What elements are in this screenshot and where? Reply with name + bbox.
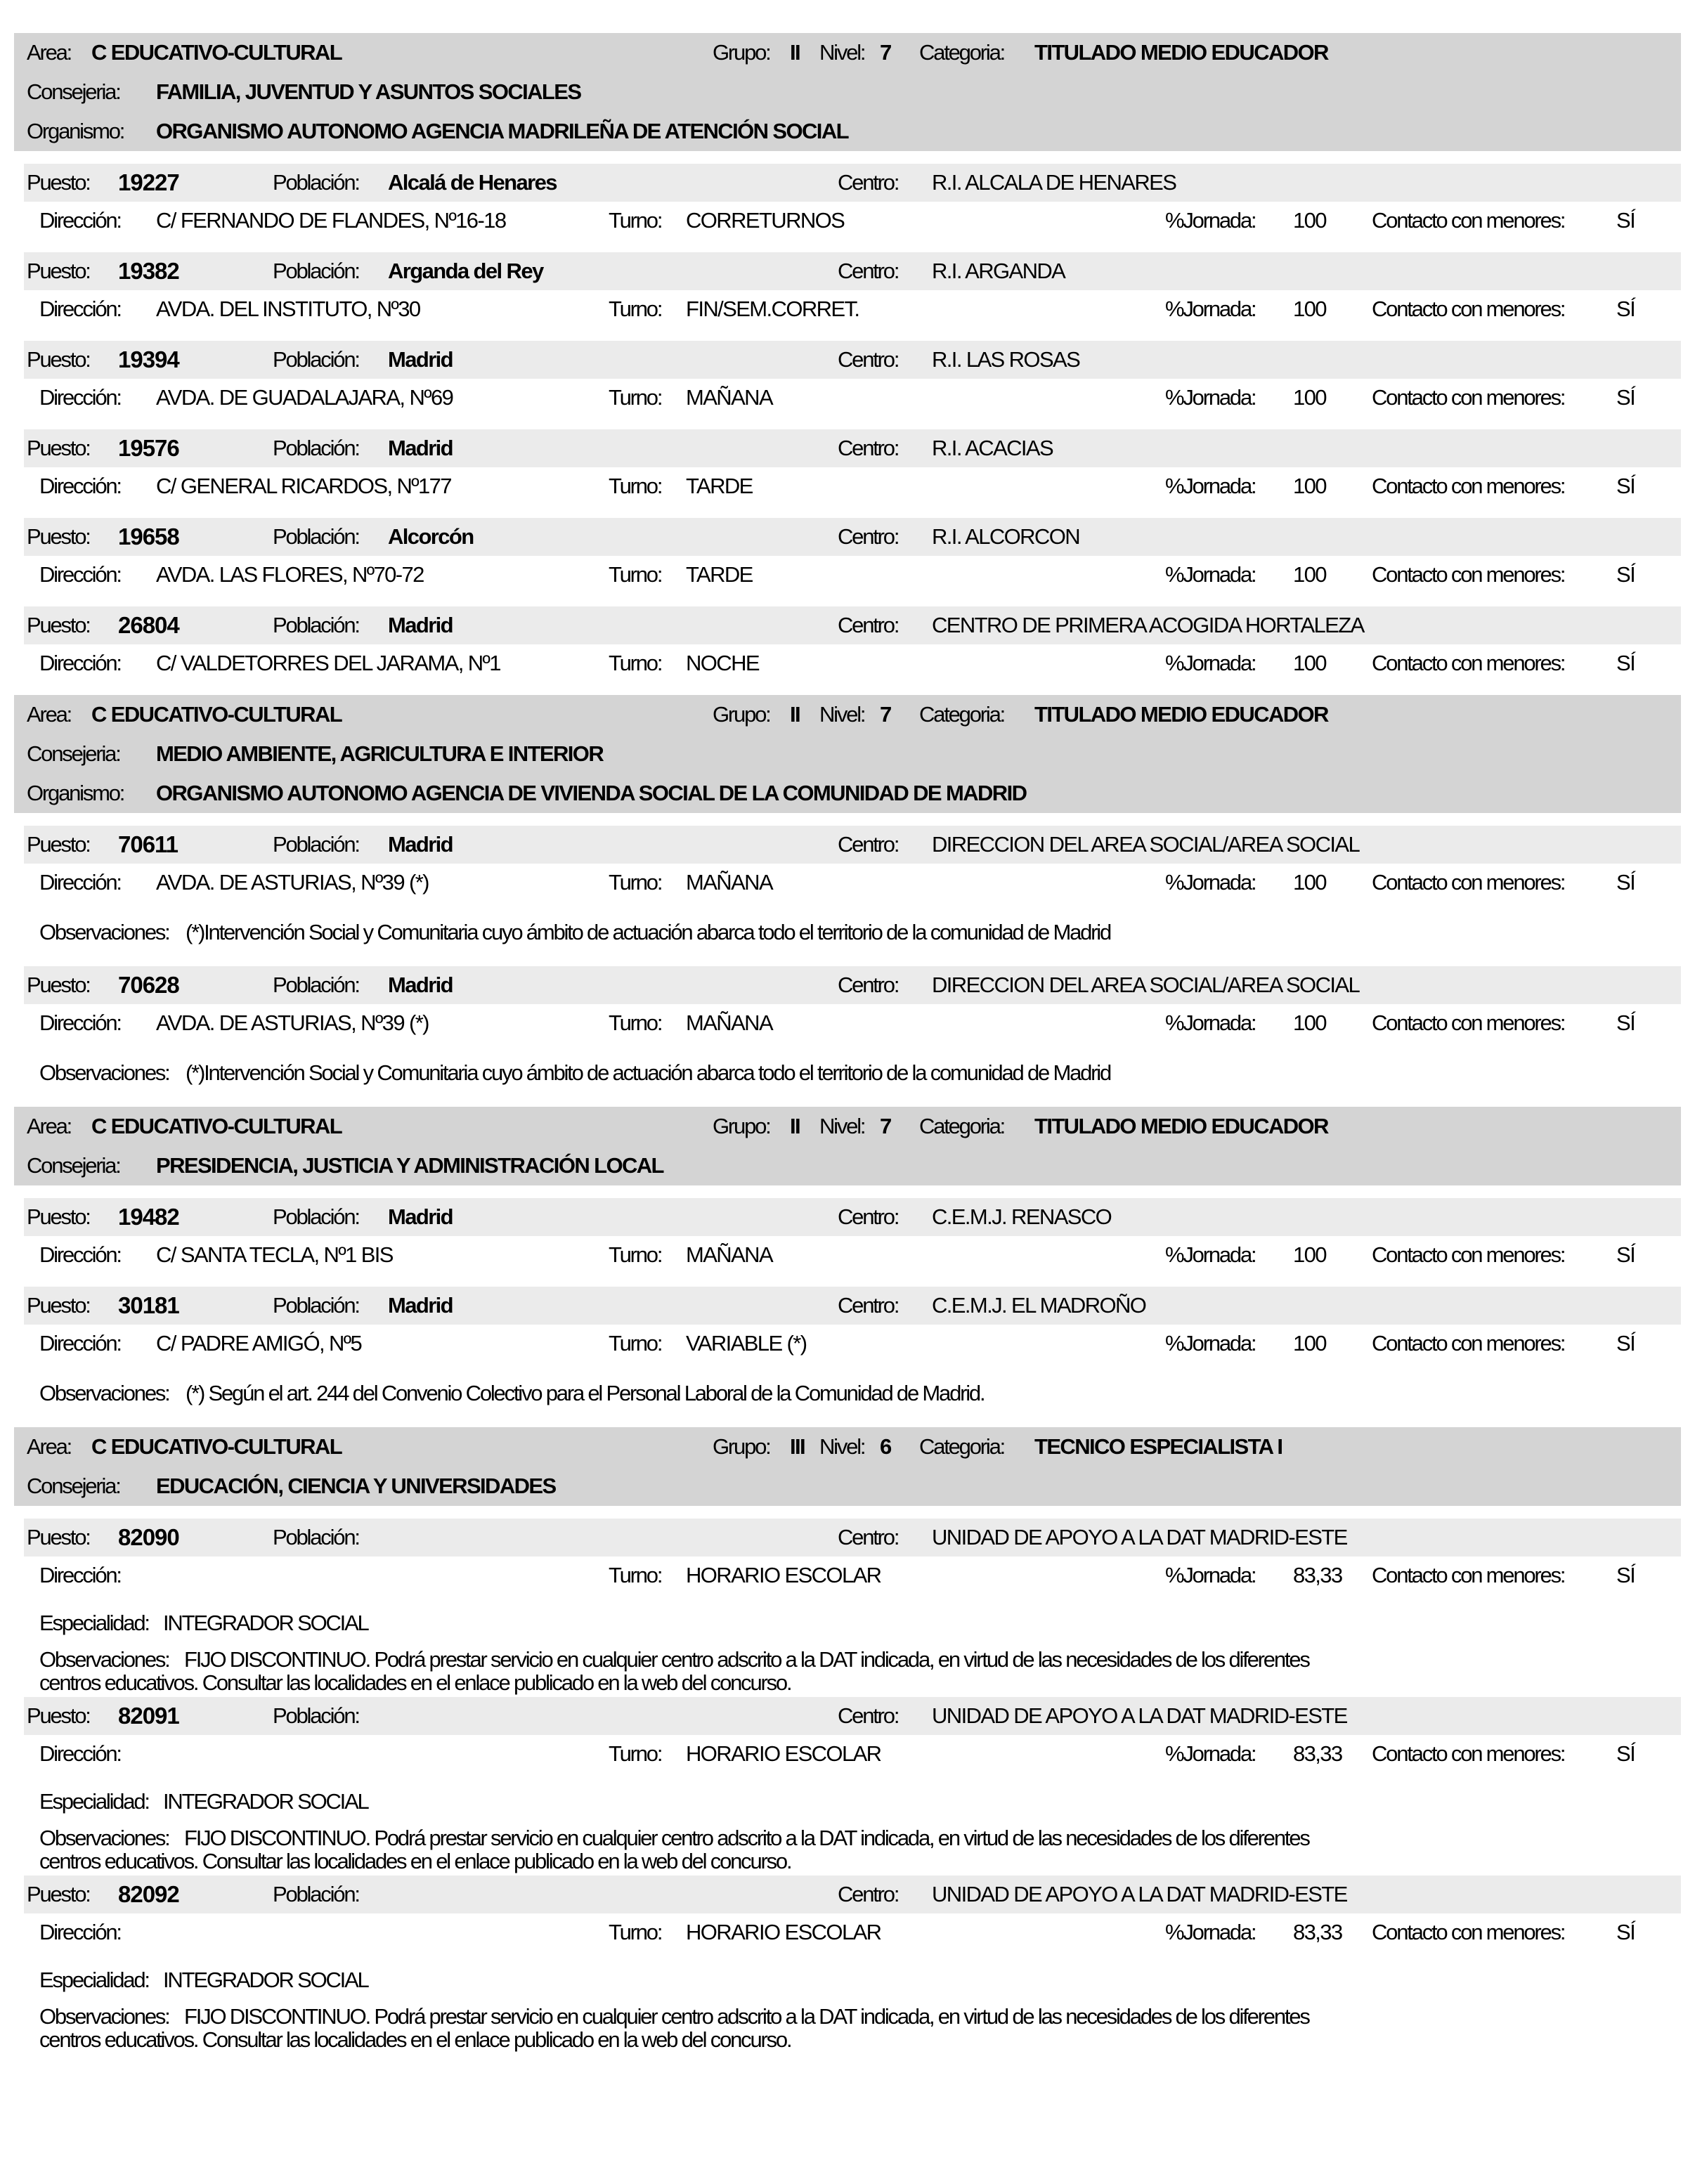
turno-value: MAÑANA <box>686 1242 773 1267</box>
direccion-label: Dirección: <box>39 651 121 675</box>
puesto-label: Puesto: <box>27 347 90 372</box>
nivel-value: 7 <box>880 40 891 65</box>
puesto-label: Puesto: <box>27 1204 90 1229</box>
poblacion-label: Población: <box>273 436 359 460</box>
puesto-number: 82092 <box>118 1881 179 1907</box>
contacto-value: SÍ <box>1616 297 1635 321</box>
puesto-row <box>0 826 1695 864</box>
observaciones-label: Observaciones: <box>39 1826 169 1850</box>
jornada-value: 100 <box>1293 385 1326 410</box>
contacto-label: Contacto con menores: <box>1372 1920 1565 1944</box>
direccion-value: C/ SANTA TECLA, Nº1 BIS <box>156 1242 393 1267</box>
observaciones-line-2: centros educativos. Consultar las localidades en el enlace publicado en la web del concurso. <box>39 2027 791 2052</box>
poblacion-value: Alcalá de Henares <box>388 170 557 195</box>
centro-label: Centro: <box>838 436 899 460</box>
contacto-value: SÍ <box>1616 1331 1635 1356</box>
direccion-label: Dirección: <box>39 870 121 895</box>
puesto-number: 82091 <box>118 1703 179 1729</box>
especialidad-label: Especialidad: <box>39 1968 149 1992</box>
categoria-value: TITULADO MEDIO EDUCADOR <box>1034 40 1328 65</box>
contacto-value: SÍ <box>1616 474 1635 498</box>
puesto-number: 70628 <box>118 972 179 998</box>
jornada-value: 83,33 <box>1293 1563 1342 1587</box>
group-header <box>14 1107 1681 1185</box>
direccion-label: Dirección: <box>39 1242 121 1267</box>
consejeria-label: Consejeria: <box>27 79 120 104</box>
puesto-number: 70611 <box>118 831 178 857</box>
turno-value: FIN/SEM.CORRET. <box>686 297 859 321</box>
observaciones-text: (*)Intervención Social y Comunitaria cuyo ámbito de actuación abarca todo el territorio de la comunidad de Madrid <box>186 1060 1111 1085</box>
observaciones-line-1: FIJO DISCONTINUO. Podrá prestar servicio en cualquier centro adscrito a la DAT indicada, en virtud de las necesidades de los diferentes <box>184 1647 1309 1672</box>
jornada-value: 83,33 <box>1293 1920 1342 1944</box>
centro-value: CENTRO DE PRIMERA ACOGIDA HORTALEZA <box>932 613 1364 637</box>
categoria-label: Categoria: <box>919 1434 1005 1459</box>
direccion-row <box>0 467 1695 505</box>
jornada-label: %Jornada: <box>1165 651 1256 675</box>
consejeria-label: Consejeria: <box>27 741 120 766</box>
grupo-label: Grupo: <box>713 40 770 65</box>
centro-label: Centro: <box>838 1204 899 1229</box>
poblacion-label: Población: <box>273 259 359 283</box>
turno-label: Turno: <box>609 1563 662 1587</box>
centro-value: UNIDAD DE APOYO A LA DAT MADRID-ESTE <box>932 1703 1347 1728</box>
especialidad-value: INTEGRADOR SOCIAL <box>163 1968 368 1992</box>
observaciones-block <box>0 1824 1695 1876</box>
turno-value: HORARIO ESCOLAR <box>686 1920 881 1944</box>
poblacion-label: Población: <box>273 1525 359 1549</box>
contacto-value: SÍ <box>1616 385 1635 410</box>
puesto-label: Puesto: <box>27 1703 90 1728</box>
area-label: Area: <box>27 702 72 727</box>
puesto-label: Puesto: <box>27 1525 90 1549</box>
categoria-value: TITULADO MEDIO EDUCADOR <box>1034 1114 1328 1138</box>
direccion-label: Dirección: <box>39 1563 121 1587</box>
grupo-value: III <box>790 1434 805 1459</box>
direccion-label: Dirección: <box>39 474 121 498</box>
categoria-value: TITULADO MEDIO EDUCADOR <box>1034 702 1328 727</box>
observaciones-line-1: FIJO DISCONTINUO. Podrá prestar servicio en cualquier centro adscrito a la DAT indicada, en virtud de las necesidades de los diferentes <box>184 1826 1309 1850</box>
jornada-label: %Jornada: <box>1165 1010 1256 1035</box>
area-label: Area: <box>27 40 72 65</box>
jornada-label: %Jornada: <box>1165 1242 1256 1267</box>
puesto-number: 19382 <box>118 258 179 284</box>
area-label: Area: <box>27 1434 72 1459</box>
turno-label: Turno: <box>609 208 662 233</box>
puesto-number: 19227 <box>118 169 179 195</box>
puesto-row <box>0 518 1695 556</box>
turno-value: NOCHE <box>686 651 759 675</box>
observaciones-block <box>0 2002 1695 2054</box>
direccion-label: Dirección: <box>39 1331 121 1356</box>
contacto-value: SÍ <box>1616 870 1635 895</box>
direccion-value: AVDA. DEL INSTITUTO, Nº30 <box>156 297 420 321</box>
jornada-value: 100 <box>1293 651 1326 675</box>
turno-value: HORARIO ESCOLAR <box>686 1563 881 1587</box>
poblacion-label: Población: <box>273 170 359 195</box>
jornada-value: 100 <box>1293 297 1326 321</box>
poblacion-value: Madrid <box>388 347 453 372</box>
contacto-value: SÍ <box>1616 1010 1635 1035</box>
organismo-label: Organismo: <box>27 781 124 805</box>
contacto-label: Contacto con menores: <box>1372 385 1565 410</box>
especialidad-line <box>0 1960 1695 2001</box>
especialidad-value: INTEGRADOR SOCIAL <box>163 1611 368 1635</box>
contacto-label: Contacto con menores: <box>1372 562 1565 587</box>
nivel-label: Nivel: <box>819 40 865 65</box>
direccion-row <box>0 379 1695 417</box>
centro-value: R.I. LAS ROSAS <box>932 347 1080 372</box>
poblacion-label: Población: <box>273 1882 359 1906</box>
direccion-value: C/ FERNANDO DE FLANDES, Nº16-18 <box>156 208 506 233</box>
puesto-row <box>0 341 1695 379</box>
contacto-label: Contacto con menores: <box>1372 1331 1565 1356</box>
turno-value: MAÑANA <box>686 385 773 410</box>
nivel-label: Nivel: <box>819 1434 865 1459</box>
especialidad-line <box>0 1781 1695 1822</box>
poblacion-label: Población: <box>273 524 359 549</box>
direccion-label: Dirección: <box>39 385 121 410</box>
puesto-row <box>0 1519 1695 1556</box>
poblacion-value: Arganda del Rey <box>388 259 543 283</box>
contacto-label: Contacto con menores: <box>1372 870 1565 895</box>
poblacion-label: Población: <box>273 347 359 372</box>
puesto-row <box>0 1876 1695 1913</box>
puesto-row <box>0 966 1695 1004</box>
jornada-value: 83,33 <box>1293 1741 1342 1766</box>
observaciones-block <box>0 1645 1695 1697</box>
job-listing-document <box>0 33 1695 2054</box>
poblacion-label: Población: <box>273 613 359 637</box>
puesto-label: Puesto: <box>27 170 90 195</box>
turno-label: Turno: <box>609 474 662 498</box>
puesto-row <box>0 164 1695 202</box>
group-header <box>14 1427 1681 1506</box>
jornada-label: %Jornada: <box>1165 1741 1256 1766</box>
direccion-label: Dirección: <box>39 1741 121 1766</box>
centro-label: Centro: <box>838 1293 899 1318</box>
consejeria-value: MEDIO AMBIENTE, AGRICULTURA E INTERIOR <box>156 741 604 766</box>
turno-label: Turno: <box>609 1010 662 1035</box>
direccion-label: Dirección: <box>39 1920 121 1944</box>
jornada-label: %Jornada: <box>1165 474 1256 498</box>
puesto-row <box>0 606 1695 644</box>
contacto-value: SÍ <box>1616 1242 1635 1267</box>
turno-value: MAÑANA <box>686 870 773 895</box>
nivel-value: 7 <box>880 1114 891 1138</box>
categoria-value: TECNICO ESPECIALISTA I <box>1034 1434 1282 1459</box>
poblacion-label: Población: <box>273 1703 359 1728</box>
centro-value: DIRECCION DEL AREA SOCIAL/AREA SOCIAL <box>932 973 1360 997</box>
poblacion-value: Madrid <box>388 973 453 997</box>
puesto-row <box>0 1287 1695 1325</box>
turno-value: TARDE <box>686 474 753 498</box>
direccion-label: Dirección: <box>39 297 121 321</box>
puesto-number: 19658 <box>118 524 179 550</box>
observaciones-label: Observaciones: <box>39 920 169 944</box>
centro-value: DIRECCION DEL AREA SOCIAL/AREA SOCIAL <box>932 832 1360 857</box>
jornada-label: %Jornada: <box>1165 1920 1256 1944</box>
turno-value: CORRETURNOS <box>686 208 845 233</box>
group-header <box>14 33 1681 151</box>
contacto-label: Contacto con menores: <box>1372 1242 1565 1267</box>
direccion-label: Dirección: <box>39 208 121 233</box>
observaciones-text: (*)Intervención Social y Comunitaria cuyo ámbito de actuación abarca todo el territorio de la comunidad de Madrid <box>186 920 1111 944</box>
centro-label: Centro: <box>838 832 899 857</box>
jornada-label: %Jornada: <box>1165 870 1256 895</box>
direccion-value: AVDA. DE GUADALAJARA, Nº69 <box>156 385 453 410</box>
turno-label: Turno: <box>609 1741 662 1766</box>
poblacion-label: Población: <box>273 973 359 997</box>
contacto-label: Contacto con menores: <box>1372 1563 1565 1587</box>
area-value: C EDUCATIVO-CULTURAL <box>91 702 342 727</box>
contacto-value: SÍ <box>1616 208 1635 233</box>
centro-value: R.I. ALCALA DE HENARES <box>932 170 1176 195</box>
organismo-label: Organismo: <box>27 119 124 143</box>
centro-label: Centro: <box>838 170 899 195</box>
turno-value: MAÑANA <box>686 1010 773 1035</box>
contacto-value: SÍ <box>1616 651 1635 675</box>
contacto-label: Contacto con menores: <box>1372 208 1565 233</box>
contacto-label: Contacto con menores: <box>1372 1741 1565 1766</box>
nivel-label: Nivel: <box>819 1114 865 1138</box>
poblacion-value: Madrid <box>388 436 453 460</box>
centro-value: R.I. ACACIAS <box>932 436 1053 460</box>
puesto-number: 19394 <box>118 346 179 372</box>
puesto-number: 30181 <box>118 1292 179 1318</box>
puesto-label: Puesto: <box>27 259 90 283</box>
poblacion-value: Alcorcón <box>388 524 474 549</box>
grupo-label: Grupo: <box>713 1114 770 1138</box>
direccion-row <box>0 1325 1695 1363</box>
poblacion-label: Población: <box>273 1293 359 1318</box>
observaciones-line <box>0 1052 1695 1094</box>
poblacion-value: Madrid <box>388 832 453 857</box>
jornada-value: 100 <box>1293 1331 1326 1356</box>
especialidad-label: Especialidad: <box>39 1611 149 1635</box>
centro-value: C.E.M.J. EL MADROÑO <box>932 1293 1146 1318</box>
jornada-label: %Jornada: <box>1165 385 1256 410</box>
observaciones-label: Observaciones: <box>39 1647 169 1672</box>
direccion-value: AVDA. DE ASTURIAS, Nº39 (*) <box>156 870 429 895</box>
centro-label: Centro: <box>838 1882 899 1906</box>
centro-value: UNIDAD DE APOYO A LA DAT MADRID-ESTE <box>932 1525 1347 1549</box>
centro-label: Centro: <box>838 347 899 372</box>
poblacion-value: Madrid <box>388 1204 453 1229</box>
grupo-value: II <box>790 1114 800 1138</box>
puesto-label: Puesto: <box>27 613 90 637</box>
direccion-row <box>0 1556 1695 1594</box>
direccion-row <box>0 1913 1695 1951</box>
direccion-row <box>0 1236 1695 1274</box>
jornada-label: %Jornada: <box>1165 297 1256 321</box>
poblacion-value: Madrid <box>388 613 453 637</box>
centro-label: Centro: <box>838 1703 899 1728</box>
puesto-row <box>0 252 1695 290</box>
contacto-value: SÍ <box>1616 1563 1635 1587</box>
grupo-label: Grupo: <box>713 1434 770 1459</box>
puesto-row <box>0 1198 1695 1236</box>
turno-label: Turno: <box>609 385 662 410</box>
centro-label: Centro: <box>838 259 899 283</box>
grupo-value: II <box>790 40 800 65</box>
nivel-label: Nivel: <box>819 702 865 727</box>
puesto-row <box>0 1697 1695 1735</box>
centro-value: R.I. ALCORCON <box>932 524 1080 549</box>
direccion-value: AVDA. LAS FLORES, Nº70-72 <box>156 562 424 587</box>
puesto-label: Puesto: <box>27 832 90 857</box>
centro-label: Centro: <box>838 613 899 637</box>
puesto-label: Puesto: <box>27 436 90 460</box>
contacto-value: SÍ <box>1616 562 1635 587</box>
turno-value: HORARIO ESCOLAR <box>686 1741 881 1766</box>
turno-value: TARDE <box>686 562 753 587</box>
jornada-label: %Jornada: <box>1165 1331 1256 1356</box>
contacto-label: Contacto con menores: <box>1372 297 1565 321</box>
organismo-value: ORGANISMO AUTONOMO AGENCIA DE VIVIENDA SOCIAL DE LA COMUNIDAD DE MADRID <box>156 781 1027 805</box>
jornada-value: 100 <box>1293 1010 1326 1035</box>
consejeria-value: PRESIDENCIA, JUSTICIA Y ADMINISTRACIÓN LOCAL <box>156 1153 663 1178</box>
area-value: C EDUCATIVO-CULTURAL <box>91 40 342 65</box>
jornada-value: 100 <box>1293 562 1326 587</box>
centro-label: Centro: <box>838 973 899 997</box>
direccion-label: Dirección: <box>39 1010 121 1035</box>
centro-label: Centro: <box>838 1525 899 1549</box>
contacto-value: SÍ <box>1616 1741 1635 1766</box>
turno-label: Turno: <box>609 1331 662 1356</box>
puesto-number: 19576 <box>118 435 179 461</box>
area-value: C EDUCATIVO-CULTURAL <box>91 1114 342 1138</box>
consejeria-label: Consejeria: <box>27 1153 120 1178</box>
centro-label: Centro: <box>838 524 899 549</box>
direccion-row <box>0 864 1695 902</box>
jornada-value: 100 <box>1293 1242 1326 1267</box>
direccion-row <box>0 556 1695 594</box>
turno-label: Turno: <box>609 297 662 321</box>
turno-label: Turno: <box>609 1920 662 1944</box>
observaciones-label: Observaciones: <box>39 2004 169 2029</box>
especialidad-line <box>0 1603 1695 1644</box>
direccion-row <box>0 1735 1695 1773</box>
puesto-label: Puesto: <box>27 1293 90 1318</box>
jornada-value: 100 <box>1293 474 1326 498</box>
puesto-row <box>0 429 1695 467</box>
group-header <box>14 695 1681 813</box>
direccion-label: Dirección: <box>39 562 121 587</box>
especialidad-value: INTEGRADOR SOCIAL <box>163 1789 368 1814</box>
categoria-label: Categoria: <box>919 702 1005 727</box>
contacto-label: Contacto con menores: <box>1372 651 1565 675</box>
direccion-value: C/ VALDETORRES DEL JARAMA, Nº1 <box>156 651 500 675</box>
contacto-label: Contacto con menores: <box>1372 474 1565 498</box>
contacto-value: SÍ <box>1616 1920 1635 1944</box>
centro-value: C.E.M.J. RENASCO <box>932 1204 1112 1229</box>
categoria-label: Categoria: <box>919 40 1005 65</box>
direccion-row <box>0 290 1695 328</box>
observaciones-line-1: FIJO DISCONTINUO. Podrá prestar servicio en cualquier centro adscrito a la DAT indicada, en virtud de las necesidades de los diferentes <box>184 2004 1309 2029</box>
categoria-label: Categoria: <box>919 1114 1005 1138</box>
poblacion-label: Población: <box>273 832 359 857</box>
puesto-label: Puesto: <box>27 973 90 997</box>
consejeria-value: FAMILIA, JUVENTUD Y ASUNTOS SOCIALES <box>156 79 581 104</box>
turno-label: Turno: <box>609 562 662 587</box>
especialidad-label: Especialidad: <box>39 1789 149 1814</box>
observaciones-line-2: centros educativos. Consultar las localidades en el enlace publicado en la web del concurso. <box>39 1849 791 1873</box>
puesto-label: Puesto: <box>27 1882 90 1906</box>
contacto-label: Contacto con menores: <box>1372 1010 1565 1035</box>
observaciones-line <box>0 911 1695 954</box>
direccion-row <box>0 1004 1695 1042</box>
direccion-value: C/ GENERAL RICARDOS, Nº177 <box>156 474 451 498</box>
puesto-number: 26804 <box>118 612 179 638</box>
observaciones-line <box>0 1372 1695 1415</box>
direccion-row <box>0 202 1695 240</box>
organismo-value: ORGANISMO AUTONOMO AGENCIA MADRILEÑA DE ATENCIÓN SOCIAL <box>156 119 848 143</box>
observaciones-label: Observaciones: <box>39 1060 169 1085</box>
jornada-label: %Jornada: <box>1165 1563 1256 1587</box>
grupo-value: II <box>790 702 800 727</box>
puesto-number: 82090 <box>118 1524 179 1550</box>
centro-value: UNIDAD DE APOYO A LA DAT MADRID-ESTE <box>932 1882 1347 1906</box>
observaciones-text: (*) Según el art. 244 del Convenio Colectivo para el Personal Laboral de la Comunidad de Madrid. <box>186 1381 985 1405</box>
grupo-label: Grupo: <box>713 702 770 727</box>
observaciones-line-2: centros educativos. Consultar las localidades en el enlace publicado en la web del concurso. <box>39 1670 791 1695</box>
jornada-label: %Jornada: <box>1165 208 1256 233</box>
observaciones-label: Observaciones: <box>39 1381 169 1405</box>
direccion-row <box>0 644 1695 682</box>
jornada-value: 100 <box>1293 208 1326 233</box>
jornada-label: %Jornada: <box>1165 562 1256 587</box>
puesto-number: 19482 <box>118 1204 179 1230</box>
consejeria-label: Consejeria: <box>27 1474 120 1498</box>
poblacion-value: Madrid <box>388 1293 453 1318</box>
turno-value: VARIABLE (*) <box>686 1331 807 1356</box>
nivel-value: 7 <box>880 702 891 727</box>
area-label: Area: <box>27 1114 72 1138</box>
turno-label: Turno: <box>609 1242 662 1267</box>
area-value: C EDUCATIVO-CULTURAL <box>91 1434 342 1459</box>
nivel-value: 6 <box>880 1434 891 1459</box>
puesto-label: Puesto: <box>27 524 90 549</box>
poblacion-label: Población: <box>273 1204 359 1229</box>
turno-label: Turno: <box>609 651 662 675</box>
direccion-value: AVDA. DE ASTURIAS, Nº39 (*) <box>156 1010 429 1035</box>
consejeria-value: EDUCACIÓN, CIENCIA Y UNIVERSIDADES <box>156 1474 556 1498</box>
jornada-value: 100 <box>1293 870 1326 895</box>
direccion-value: C/ PADRE AMIGÓ, Nº5 <box>156 1331 362 1356</box>
centro-value: R.I. ARGANDA <box>932 259 1065 283</box>
turno-label: Turno: <box>609 870 662 895</box>
